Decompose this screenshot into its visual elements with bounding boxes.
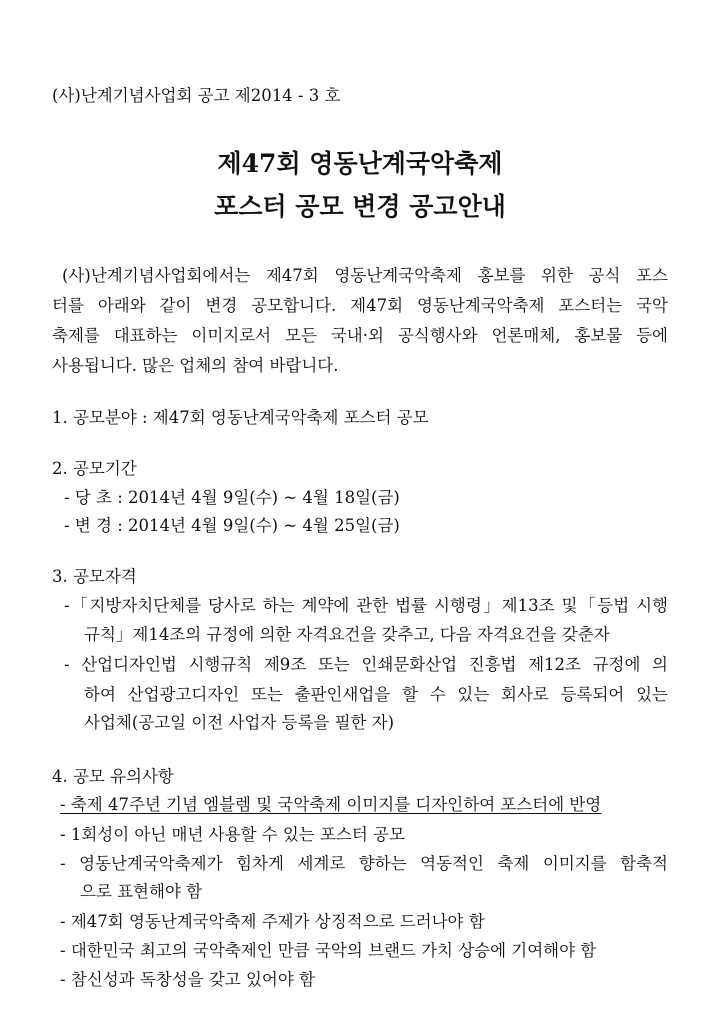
note-item-brand: - 대한민국 최고의 국악축제인 만큼 국악의 브랜드 가치 상승에 기여해야 함: [60, 941, 597, 960]
qualification-2-line-1: - 산업디자인법 시행규칙 제9조 또는 인쇄문화산업 진흥법 제12조 규정에 의: [64, 655, 668, 674]
intro-line-2: 터를 아래와 같이 변경 공모합니다. 제47회 영동난계국악축제 포스터는 국악: [52, 296, 668, 315]
title-line-1: 제47회 영동난계국악축제: [217, 149, 503, 178]
intro-line-4: 사용됩니다. 많은 업체의 참여 바랍니다.: [52, 356, 339, 375]
qualification-2-line-2: 하여 산업광고디자인 또는 출판인새업을 할 수 있는 회사로 등록되어 있는: [84, 685, 668, 704]
period-changed: - 변 경 : 2014년 4월 9일(수) ~ 4월 25일(금): [64, 516, 400, 535]
qualification-1-line-1: -「지방자치단체를 당사로 하는 계약에 관한 법률 시행령」제13조 및「등법 시행: [64, 596, 668, 615]
note-item-originality: - 참신성과 독창성을 갖고 있어야 함: [60, 970, 315, 989]
section4-heading: 4. 공모 유의사항: [52, 767, 174, 786]
section2-heading: 2. 공모기간: [52, 459, 137, 478]
qualification-1-line-2: 규칙」제14조의 규정에 의한 자격요건을 갖추고, 다음 자격요건을 갖춘자: [84, 625, 610, 644]
qualification-2-line-3: 사업체(공고일 이전 사업자 등록을 필한 자): [84, 713, 395, 732]
note-item-dynamic-line-2: 으로 표현해야 함: [80, 882, 203, 901]
note-item-emblem: - 축제 47주년 기념 엠블렘 및 국악축제 이미지를 디자인하여 포스터에 반영: [60, 795, 602, 814]
intro-line-3: 축제를 대표하는 이미지로서 모든 국내·외 공식행사와 언론매체, 홍보물 등에: [52, 326, 668, 345]
section1-heading: 1. 공모분야 : 제47회 영동난계국악축제 포스터 공모: [52, 408, 429, 427]
title-line-2: 포스터 공모 변경 공고안내: [214, 192, 506, 221]
period-original: - 당 초 : 2014년 4월 9일(수) ~ 4월 18일(금): [64, 488, 400, 507]
intro-line-1: (사)난계기념사업회에서는 제47회 영동난계국악축제 홍보를 위한 공식 포스: [62, 266, 668, 285]
section3-heading: 3. 공모자격: [52, 567, 137, 586]
notice-number: (사)난계기념사업회 공고 제2014 - 3 호: [52, 86, 341, 105]
note-item-reusable: - 1회성이 아닌 매년 사용할 수 있는 포스터 공모: [60, 825, 405, 844]
note-item-theme: - 제47회 영동난계국악축제 주제가 상징적으로 드러나야 함: [60, 912, 485, 931]
note-item-dynamic-line-1: - 영동난계국악축제가 힘차게 세계로 향하는 역동적인 축제 이미지를 함축적: [60, 854, 668, 873]
